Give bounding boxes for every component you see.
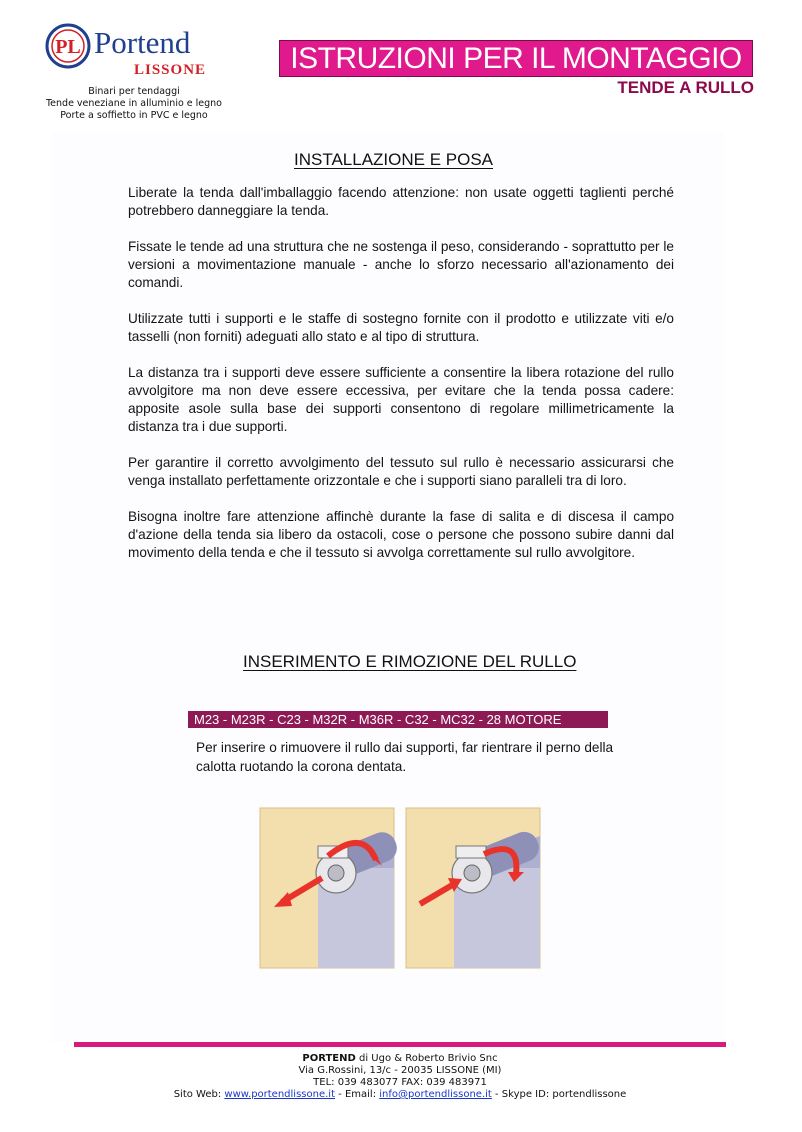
logo-emblem-icon [47,25,89,67]
footer-company [74,1053,726,1065]
footer-company-rest: di Ugo & Roberto Brivio Snc [355,1053,498,1064]
company-description [34,86,234,122]
instruction-paragraph: Bisogna inoltre fare attenzione affinchè durante la fase di salita e di discesa il campo d'azione della tenda sia libero da ostacoli, cose o persone che possono subire danni dal movimento della tenda e che il tessuto si avvolga correttamente sul rullo avvolgitore. [128,509,674,560]
instruction-paragraph: Fissate le tende ad una struttura che ne sostenga il peso, considerando - soprattutto per le versioni a movimentazione manuale - anche lo sforzo necessario all'azionamento dei comandi. [128,239,674,290]
footer-skype: - Skype ID: portendlissone [491,1089,627,1100]
insert-roller-panel [406,808,542,968]
email-link[interactable]: info@portendlissone.it [379,1089,492,1100]
instruction-paragraph: Utilizzate tutti i supporti e le staffe di sostegno fornite con il prodotto e utilizzate viti e/o tasselli (non forniti) adeguati allo stato e al tipo di struttura. [128,311,674,344]
footer-address: Via G.Rossini, 13/c - 20035 LISSONE (MI) [298,1065,502,1076]
footer-email-label: - Email: [335,1089,380,1100]
company-line: Porte a soffietto in PVC e legno [60,110,208,121]
instruction-paragraph: Per garantire il corretto avvolgimento del tessuto sul rullo è necessario assicurarsi che venga installato perfettamente orizzontale e che i supporti siano paralleli tra di loro. [128,455,674,488]
logo-initials: PL [55,36,81,58]
footer-company-name: PORTEND [302,1053,356,1064]
company-line: Tende veneziane in alluminio e legno [45,98,222,109]
logo-name: Portend [94,25,191,60]
company-logo [44,22,224,80]
website-link[interactable]: www.portendlissone.it [224,1089,335,1100]
document-title-banner [279,40,753,77]
footer [74,1053,726,1101]
footer-web-label: Sito Web: [173,1089,225,1100]
document-title: ISTRUZIONI PER IL MONTAGGIO [290,41,742,75]
document-subtitle: TENDE A RULLO [617,78,754,97]
section-title-inserimento: INSERIMENTO E RIMOZIONE DEL RULLO [243,652,577,671]
roller-removal-illustration [258,798,542,970]
logo-city: LISSONE [134,62,207,78]
footer-contacts [74,1089,726,1101]
section-title-installazione: INSTALLAZIONE E POSA [294,150,494,169]
footer-divider [74,1042,726,1047]
installation-instructions [128,184,674,580]
instruction-paragraph: Liberate la tenda dall'imballaggio facendo attenzione: non usate oggetti taglienti perché potrebbero danneggiare la tenda. [128,185,674,218]
model-list-banner: M23 - M23R - C23 - M32R - M36R - C32 - MC32 - 28 MOTORE [188,711,608,728]
remove-roller-panel [260,808,401,968]
footer-phones: TEL: 039 483077 FAX: 039 483971 [313,1077,487,1088]
instruction-paragraph: La distanza tra i supporti deve essere sufficiente a consentire la libera rotazione del rullo avvolgitore ma non deve essere eccessiva, per evitare che la tenda possa cadere: apposite asole sulla base dei supporti consentono di regolare millimetricamente la distanza tra i due supporti. [128,365,674,434]
roller-instructions: Per inserire o rimuovere il rullo dai supporti, far rientrare il perno della calotta ruotando la corona dentata. [196,740,614,774]
company-line: Binari per tendaggi [88,86,180,97]
